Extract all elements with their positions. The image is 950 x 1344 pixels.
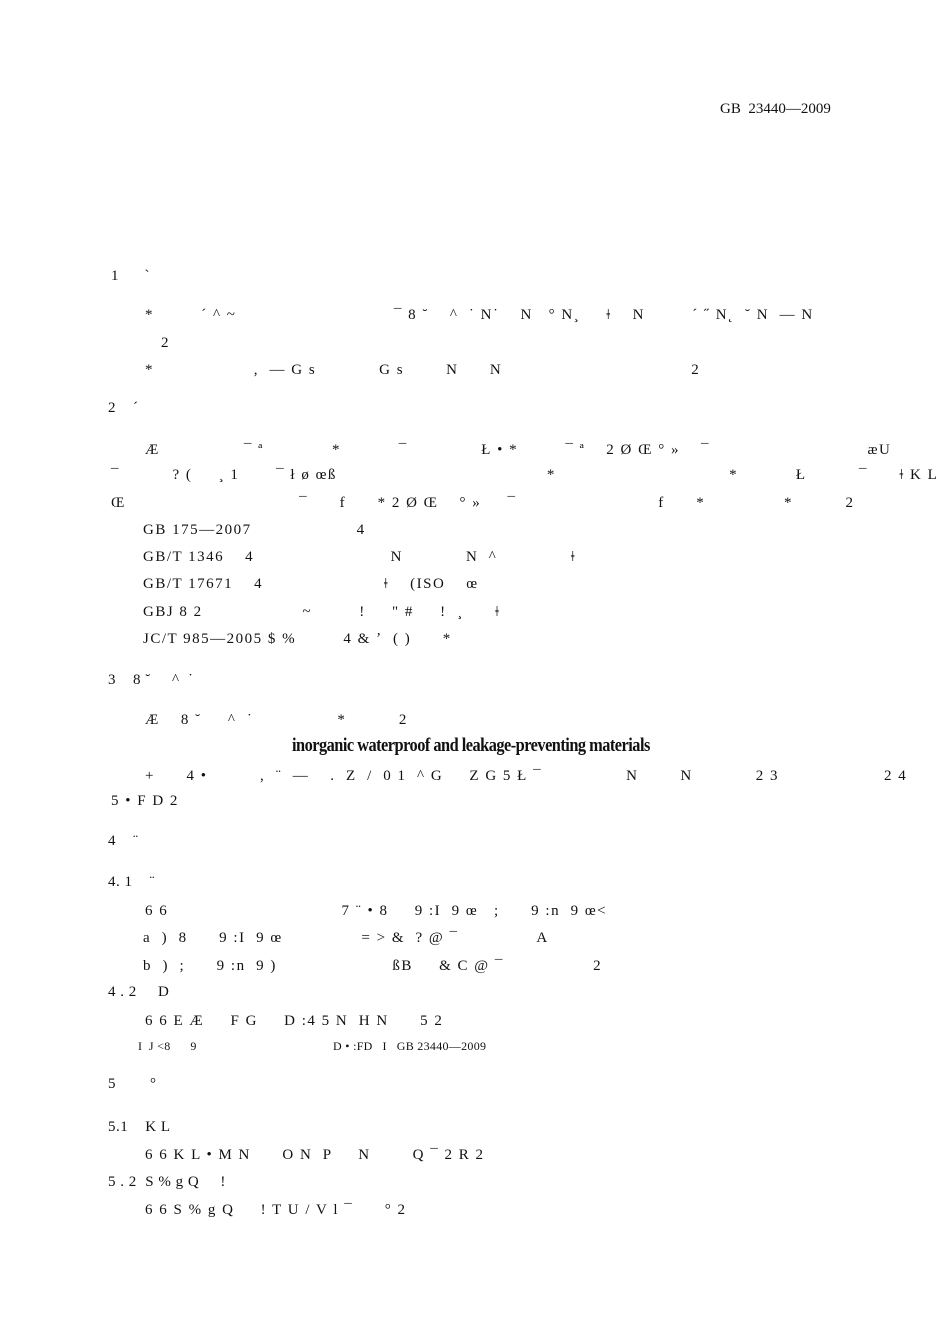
section-4-1-item-b: b ) ; 9 :n 9 ) ßB & C @ ¯ 2 bbox=[143, 958, 603, 974]
section-3-definition-line-2: 5 • F D 2 bbox=[111, 793, 179, 809]
section-4-heading: 4 ¨ bbox=[108, 833, 139, 849]
normative-reference-4: GBJ 8 2 ~ ! " # ! ¸ ǂ bbox=[143, 604, 501, 620]
section-1-paragraph-2: * , — G s G s N N 2 bbox=[145, 362, 701, 378]
section-2-paragraph-line-1: Æ ¯ ª * ¯ Ł • * ¯ ª 2 Ø Œ ° » ¯ æU bbox=[145, 442, 892, 458]
section-5-1-paragraph: 6 6 K L • M N O N P N Q ¯ 2 R 2 bbox=[145, 1147, 485, 1163]
normative-reference-2: GB/T 1346 4 N N ^ ǂ bbox=[143, 549, 577, 565]
section-2-paragraph-line-2: ¯ ? ( ¸ 1 ¯ ł ø œß * * Ł ¯ ǂ K L bbox=[111, 467, 939, 483]
section-4-1-heading: 4. 1 ¨ bbox=[108, 874, 155, 890]
section-4-2-designation-label: I J <8 9 bbox=[138, 1039, 197, 1053]
section-3-term: Æ 8 ˘ ^ ˙ * 2 bbox=[145, 712, 408, 728]
section-2-heading: 2 ´ bbox=[108, 400, 139, 416]
section-1-paragraph-line-2: 2 bbox=[161, 335, 170, 351]
section-3-heading: 3 8 ˘ ^ ˙ bbox=[108, 672, 194, 688]
section-4-1-item-a: a ) 8 9 :I 9 œ = > & ? @ ¯ A bbox=[143, 930, 549, 946]
section-5-2-heading: 5 . 2 S % g Q ! bbox=[108, 1174, 226, 1190]
normative-reference-1: GB 175—2007 4 bbox=[143, 522, 366, 538]
standard-number: GB 23440—2009 bbox=[720, 101, 831, 117]
section-5-1-heading: 5.1 K L bbox=[108, 1119, 171, 1135]
section-2-paragraph-line-3: Œ ¯ f * 2 Ø Œ ° » ¯ f * * 2 bbox=[111, 495, 855, 511]
section-5-heading: 5 ° bbox=[108, 1076, 157, 1092]
section-1-heading: 1 ` bbox=[111, 268, 150, 284]
section-5-2-paragraph: 6 6 S % g Q ! T U / V l ¯ ° 2 bbox=[145, 1202, 407, 1218]
section-3-definition-line-1: + 4 • , ¨ — . Z / 0 1 ^ G Z G 5 Ł ¯ N N 2 3 2 4 bbox=[145, 768, 908, 784]
section-4-1-paragraph: 6 6 7 ¨ • 8 9 :I 9 œ ; 9 :n 9 œ< bbox=[145, 903, 608, 919]
section-4-2-designation-example: D • :FD I GB 23440—2009 bbox=[333, 1039, 487, 1053]
term-english-name: inorganic waterproof and leakage-preventing materials bbox=[292, 735, 650, 756]
normative-reference-3: GB/T 17671 4 ǂ (ISO œ bbox=[143, 576, 479, 592]
section-1-paragraph-line-1: * ´ ^ ~ ¯ 8 ˘ ^ ˙ N˙ N ° N¸ ǂ N ´ ˝ N˛ ˘ N — N bbox=[145, 307, 814, 323]
normative-reference-5: JC/T 985—2005 $ % 4 & ʼ ( ) * bbox=[143, 631, 452, 647]
section-4-2-paragraph: 6 6 E Æ F G D :4 5 N H N 5 2 bbox=[145, 1013, 444, 1029]
section-4-2-heading: 4 . 2 D bbox=[108, 984, 170, 1000]
